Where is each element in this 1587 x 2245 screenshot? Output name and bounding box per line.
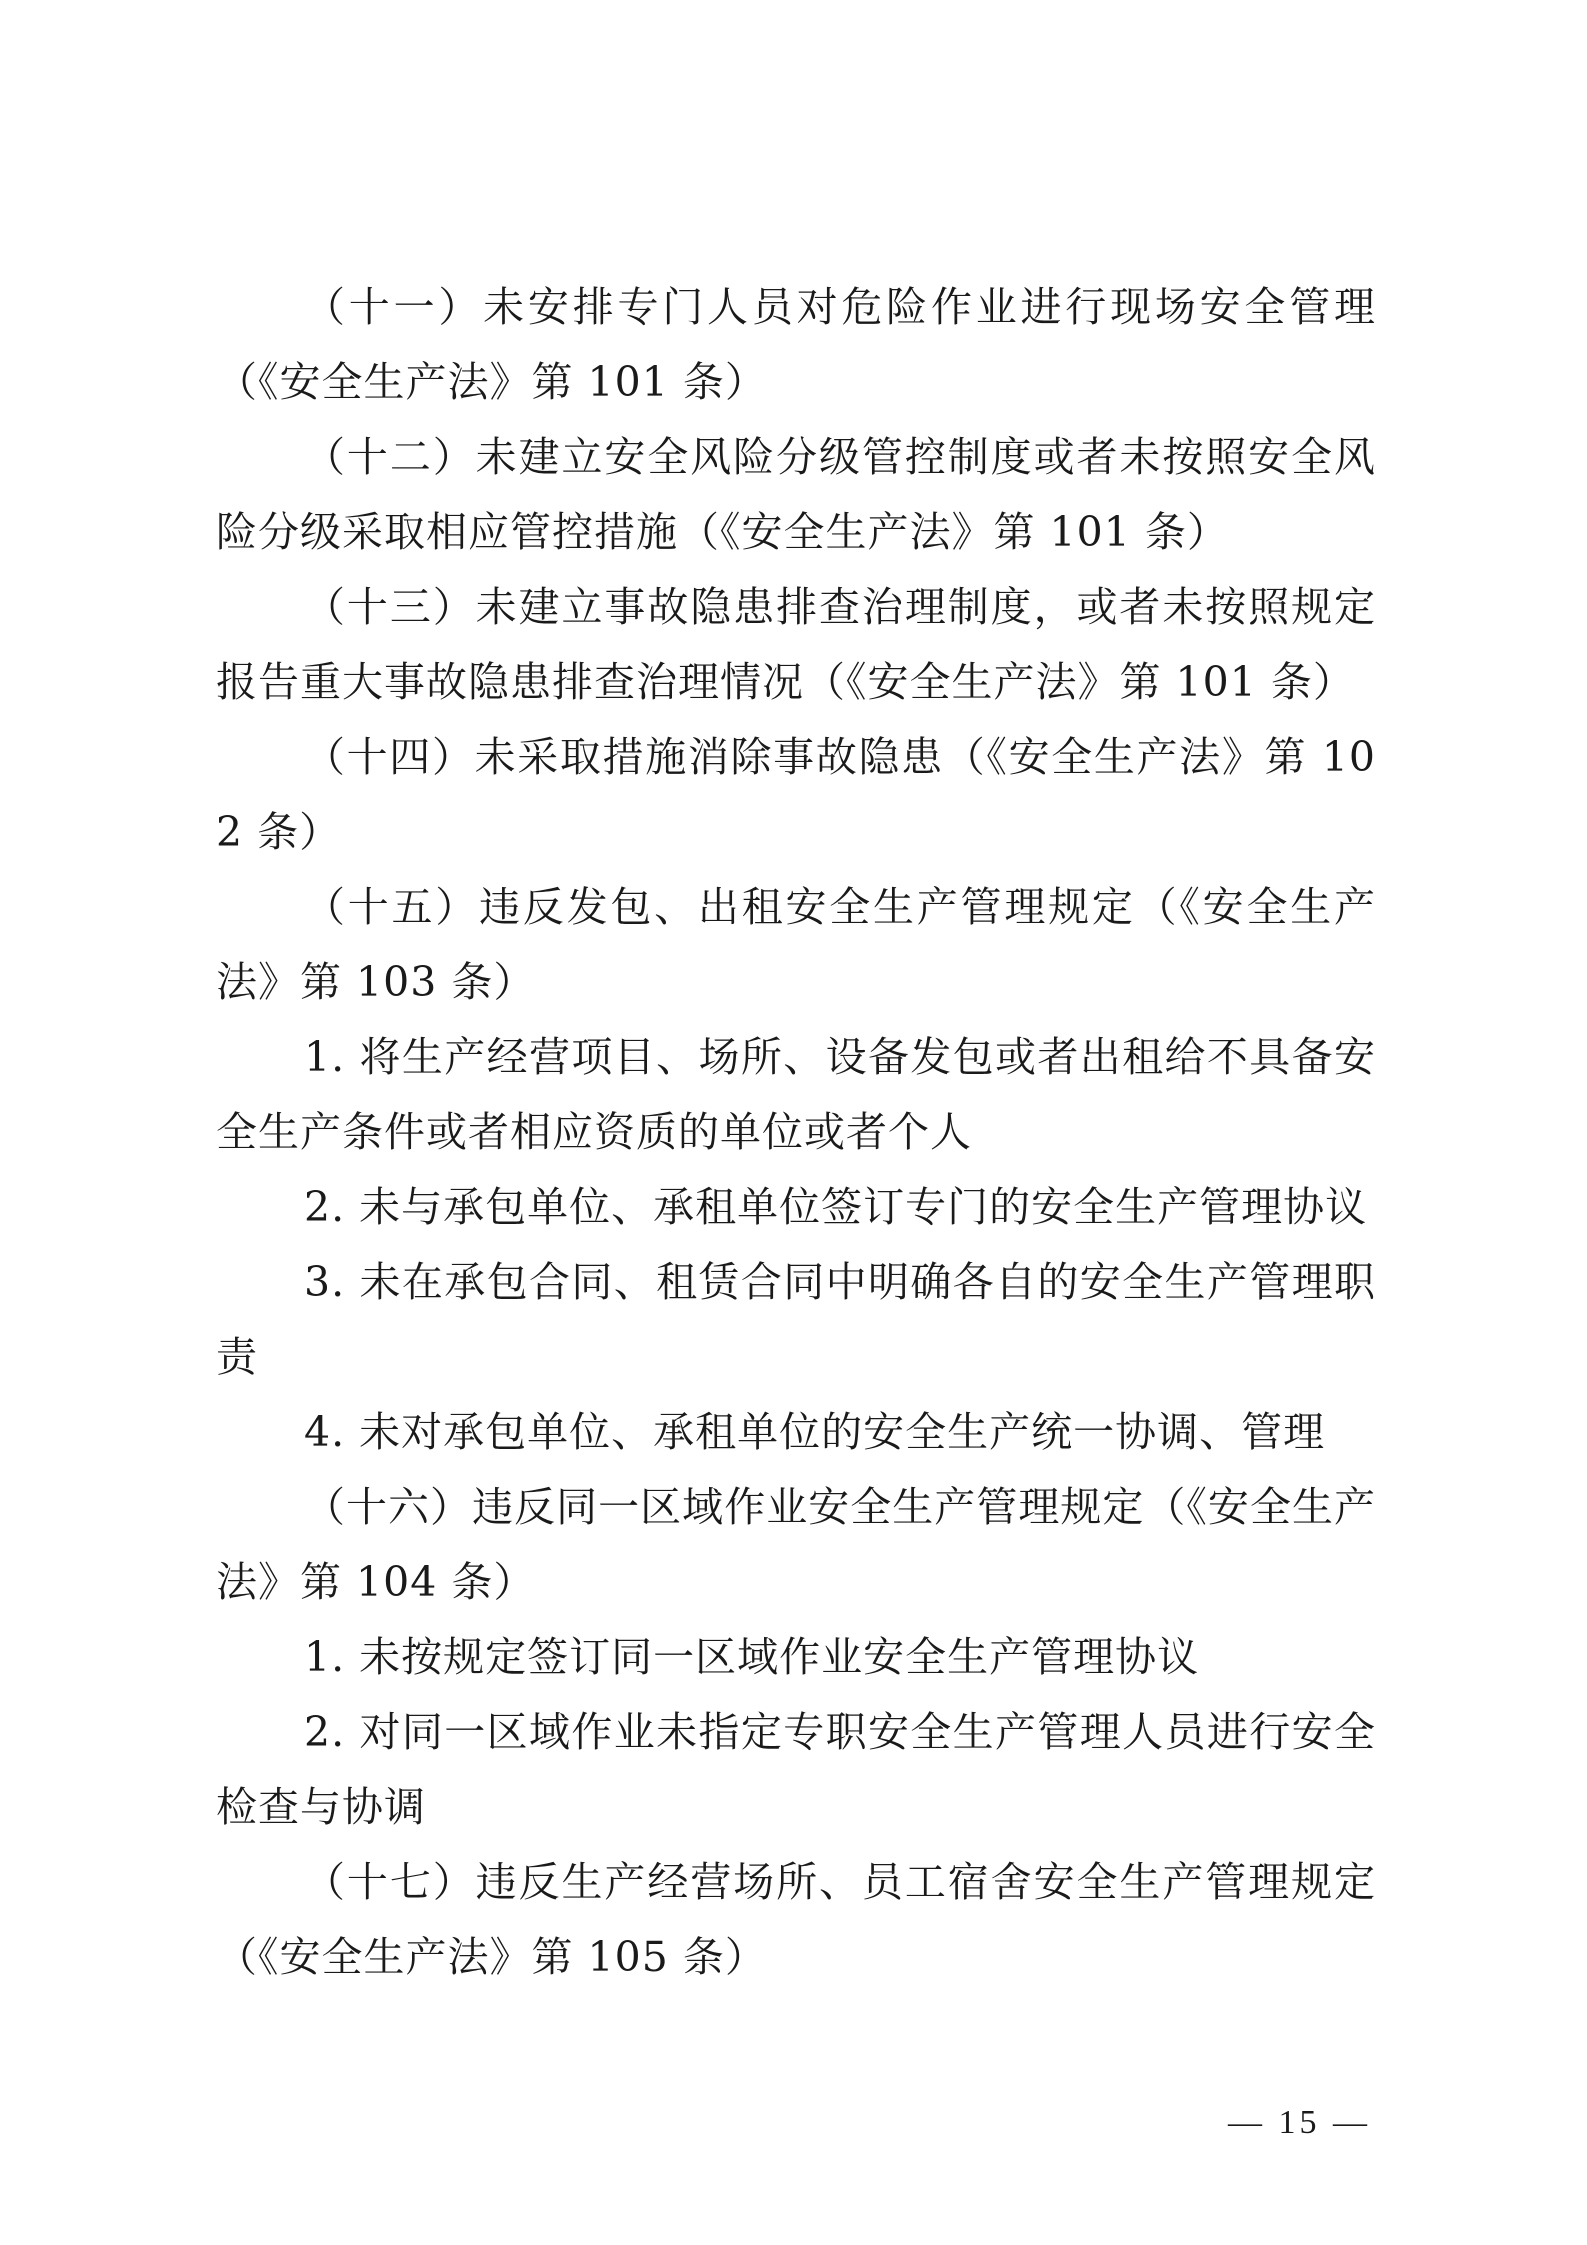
clause-16-item-2: 2. 对同一区域作业未指定专职安全生产管理人员进行安全检查与协调 <box>216 1708 1376 1831</box>
clause-15-item-4: 4. 未对承包单位、承租单位的安全生产统一协调、管理 <box>304 1408 1326 1456</box>
clause-12: （十二）未建立安全风险分级管控制度或者未按照安全风险分级采取相应管控措施（《安全生产法》第 101 条） <box>216 433 1376 556</box>
clause-16: （十六）违反同一区域作业安全生产管理规定（《安全生产法》第 104 条） <box>216 1483 1376 1606</box>
clause-14: （十四）未采取措施消除事故隐患（《安全生产法》第 102 条） <box>216 733 1376 856</box>
page-number: — 15 — <box>1228 2104 1371 2141</box>
clause-16-item-1: 1. 未按规定签订同一区域作业安全生产管理协议 <box>304 1633 1200 1681</box>
clause-15: （十五）违反发包、出租安全生产管理规定（《安全生产法》第 103 条） <box>216 883 1376 1006</box>
clause-15-item-1: 1. 将生产经营项目、场所、设备发包或者出租给不具备安全生产条件或者相应资质的单位或者个人 <box>216 1033 1376 1156</box>
clause-11: （十一）未安排专门人员对危险作业进行现场安全管理（《安全生产法》第 101 条） <box>216 283 1376 406</box>
clause-13: （十三）未建立事故隐患排查治理制度，或者未按照规定报告重大事故隐患排查治理情况（《安全生产法》第 101 条） <box>216 583 1376 706</box>
clause-15-item-3: 3. 未在承包合同、租赁合同中明确各自的安全生产管理职责 <box>216 1258 1376 1381</box>
clause-17: （十七）违反生产经营场所、员工宿舍安全生产管理规定（《安全生产法》第 105 条） <box>216 1858 1376 1981</box>
clause-15-item-2: 2. 未与承包单位、承租单位签订专门的安全生产管理协议 <box>304 1183 1368 1231</box>
document-body <box>216 270 1376 1995</box>
